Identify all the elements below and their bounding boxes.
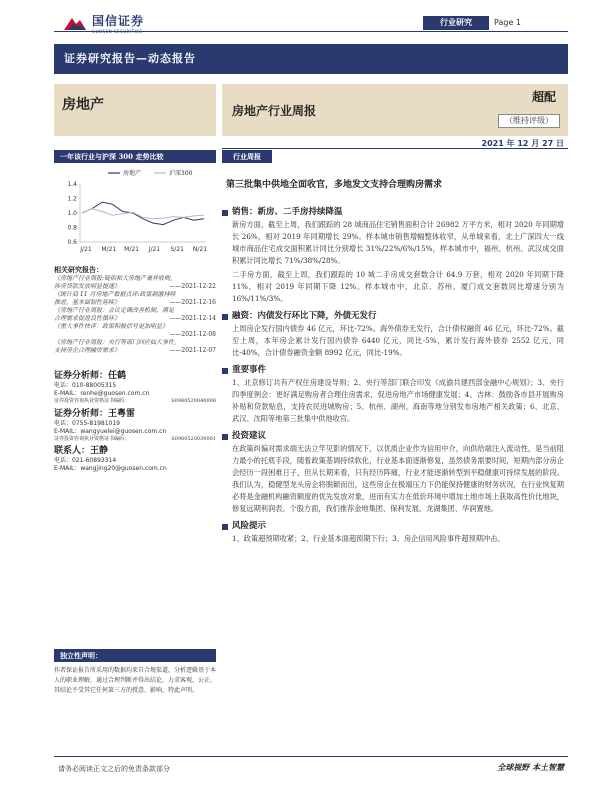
analyst-label: 证券分析师： xyxy=(54,409,109,419)
rating-note: （维持评级） xyxy=(498,114,560,128)
report-date: 2021 年 12 月 27 日 xyxy=(481,139,564,148)
x-tick-label: J/21 xyxy=(80,246,92,253)
related-report-item[interactable] xyxy=(54,331,216,339)
sector-panel xyxy=(54,84,216,136)
square-bullet-icon xyxy=(222,368,228,374)
footer-slogan: 全球视野 本土智慧 xyxy=(497,762,564,772)
disclaimer-heading: 独立性声明： xyxy=(54,649,216,662)
analyst-1 xyxy=(54,370,216,405)
y-tick-label: 0.8 xyxy=(67,224,77,232)
analyst-email[interactable]: E-MAIL：wangyuelei@guosen.com.cn xyxy=(54,428,167,435)
section-title xyxy=(222,520,568,533)
related-report-date: ——2021-12-16 xyxy=(169,299,216,306)
analyst-phone: 电话：0755-81981019 xyxy=(54,420,120,427)
section-paragraph: 在政策纠偏对需求端无法立竿见影的情况下，以优质企业作为信用中介，向供给端注入流动性，是当前阻力最小的托底手段，随着政策基调持续软化，行业基本面逐渐修复，虽然债务需要时间，短期内部分房企会经历一段困难日子，但从长期来看，只有经历阵痛，行业才能逐渐转型到平稳健康可持续发展的阶段。我们认为，稳健型龙头房企将脱颖而出，这些房企在极端压力下仍能保持健康的财务状况，在行业恢复期必将是金融机构融资额度的优先发放对象，进而有实力在低价环境中增加土地市场上获取高性价比地块，修复远期利润表。个股方面，我们推荐金地集团、保利发展、龙湖集团、华润置地。 xyxy=(232,444,564,513)
section-paragraph: 二手房方面，截至上周，我们跟踪的 10 城二手房成交套数合计 64.9 万套，相对 2020 年同期下降 11%，相对 2019 年同期下降 12%。样本城市中，北京、苏州、厦门成交套数同比增速分别为 16%/11%/3%。 xyxy=(232,270,564,303)
square-bullet-icon xyxy=(222,210,228,216)
contact-name: 王静 xyxy=(90,446,109,456)
related-report-title: 《房地产行业周报：会议定调改善机制，满足 xyxy=(54,307,175,314)
section-title-text: 销售：新房、二手房持续降温 xyxy=(232,207,343,217)
cert-label: 证券投资咨询执业资格证书编码： xyxy=(54,398,130,404)
section-title xyxy=(222,364,568,377)
rating: 超配 xyxy=(531,90,556,104)
square-bullet-icon xyxy=(222,314,228,320)
analyst-2 xyxy=(54,408,216,443)
trend-chart xyxy=(54,164,216,260)
related-report-item[interactable] xyxy=(54,299,216,307)
report-banner: 证券研究报告—动态报告 xyxy=(54,44,568,74)
x-tick-label: J/21 xyxy=(148,246,161,253)
section-title-text: 融资：内债发行环比下降，外债无发行 xyxy=(232,311,377,321)
headline: 第三批集中供地全面收官，多地发文支持合理购房需求 xyxy=(226,180,443,190)
section-paragraph: 1、北京修订共有产权住房建设导则；2、央行等部门联合印发《成渝共建西部金融中心规划》；3、央行四季度例会：更好满足购房者合理住房需求，促进房地产市场健康发展；4、吉林：鼓励各市县开展购房补贴和贷款贴息，支持农民进城购房；5、杭州、湖州、海南等地分别发布房地产相关政策；6、北京、武汉、沈阳等地第三批集中供地收官。 xyxy=(232,378,564,423)
related-report-date: ——2021-12-14 xyxy=(169,315,216,322)
section-paragraph: 上周房企发行国内债券 46 亿元，环比-72%。海外债券无发行，合计债权融资 46 亿元，环比-72%。截至上周，本年房企累计发行国内债券 6440 亿元，同比-5%，累计发行海外债券 2552 亿元，同比-40%，合计债券融资金额 8992 亿元，同比-19%。 xyxy=(232,324,564,357)
section-title xyxy=(222,430,568,443)
section-title-text: 重要事件 xyxy=(232,365,267,375)
analyst-name: 任鹤 xyxy=(108,371,127,381)
y-tick-label: 1.2 xyxy=(67,195,77,203)
related-reports xyxy=(54,266,216,355)
contact-person xyxy=(54,446,216,473)
related-report-item[interactable] xyxy=(54,283,216,291)
header-divider xyxy=(54,31,568,32)
related-report-item[interactable] xyxy=(54,307,216,315)
related-report-title xyxy=(54,331,167,339)
cert-number: S0980520030001 xyxy=(171,436,216,442)
contact-phone: 电话：021-60893314 xyxy=(54,457,117,464)
section-title xyxy=(222,310,568,323)
related-report-title: 《房地产行业周报：央行等部门回应仙大事件, xyxy=(54,339,176,346)
main-content xyxy=(222,206,568,550)
x-tick-label: N/21 xyxy=(192,246,208,253)
related-report-item[interactable] xyxy=(54,347,216,355)
related-report-title: 推进，基本面韧性延续》 xyxy=(54,299,121,306)
x-tick-label: M/21 xyxy=(101,246,117,253)
title-panel xyxy=(222,84,568,136)
page-number: Page 1 xyxy=(494,18,521,27)
footer-disclaimer: 请务必阅读正文之后的免责条款部分 xyxy=(58,765,170,773)
date-bar xyxy=(222,138,568,149)
related-report-item[interactable] xyxy=(54,339,216,347)
square-bullet-icon xyxy=(222,524,228,530)
related-report-date: ——2021-12-07 xyxy=(169,347,216,354)
square-bullet-icon xyxy=(222,434,228,440)
y-tick-label: 1.4 xyxy=(67,181,77,188)
section-title xyxy=(222,206,568,219)
related-report-title: 涉房贷款发放明显提速》 xyxy=(54,283,121,290)
sector-name: 房地产 xyxy=(62,97,104,113)
related-report-title: 《重大事件快评：政策积极信号更加明显》 xyxy=(54,323,169,330)
related-report-title: 《房地产行业周报:疑似和大房地产兼并收购, xyxy=(54,275,172,282)
x-tick-label: M/21 xyxy=(124,246,140,253)
related-report-date: ——2021-12-08 xyxy=(169,331,216,338)
contact-email[interactable]: E-MAIL：wangjing20@guosen.com.cn xyxy=(54,465,167,472)
related-report-item[interactable] xyxy=(54,323,216,331)
trend-chart-svg xyxy=(54,164,216,260)
related-report-item[interactable] xyxy=(54,275,216,283)
contact-label: 联系人： xyxy=(54,446,91,456)
footer-divider xyxy=(54,756,568,757)
related-report-item[interactable] xyxy=(54,315,216,323)
section-paragraph: 1、政策超预期收紧；2、行业基本面超预期下行；3、房企信用风险事件超预期冲击。 xyxy=(232,534,505,543)
section-title-text: 投资建议 xyxy=(232,431,267,441)
guosen-logo-icon xyxy=(62,14,88,32)
y-tick-label: 1.0 xyxy=(67,210,77,217)
analyst-email[interactable]: E-MAIL：renhe@guosen.com.cn xyxy=(54,390,150,397)
analyst-label: 证券分析师： xyxy=(54,371,109,381)
related-report-title: 合理需求促进良性循环》 xyxy=(54,315,121,322)
logo-name: 国信证券 xyxy=(92,14,145,28)
related-report-item[interactable] xyxy=(54,291,216,299)
cert-number: S0980520040006 xyxy=(171,398,216,404)
related-reports-title: 相关研究报告： xyxy=(54,265,103,274)
report-type-tag: 行业研究 xyxy=(423,16,489,30)
analyst-phone: 电话：010-88005315 xyxy=(54,382,117,389)
related-report-title: 《统计局 11 月房地产数据点评:政策刺激持续 xyxy=(54,291,176,298)
section-paragraph: 新房方面，截至上周，我们跟踪的 28 城商品住宅销售面积合计 26982 万平方米，相对 2020 年同期增长 26%，相对 2019 年同期增长 29%。样本城市销售增幅整体收窄，从单城来看，北上广深四大一线城市商品住宅成交面积累计同比分别增长 31%/22%/6%/15%，样本城市中，福州、杭州、武汉成交面积累计同比增长 71%/38%/28%。 xyxy=(232,220,564,265)
chart-heading: 一年该行业与沪深 300 走势比较 xyxy=(54,150,216,163)
legend-label: 房地产 xyxy=(123,170,142,177)
legend-label: 沪深300 xyxy=(169,170,193,177)
related-report-date: ——2021-12-22 xyxy=(169,283,216,290)
analyst-name: 王粤雷 xyxy=(108,409,136,419)
series-line-1 xyxy=(82,202,204,225)
cert-label: 证券投资咨询执业资格证书编码： xyxy=(54,436,130,442)
related-report-title: 支持房企合理融资需求》 xyxy=(54,347,121,354)
report-title: 房地产行业周报 xyxy=(232,104,317,118)
y-tick-label: 0.6 xyxy=(67,239,77,246)
section-title-text: 风险提示 xyxy=(232,521,267,531)
section-heading: 行业周报 xyxy=(222,150,272,163)
disclaimer-text: 作者保证报告所采用的数据均来自合规渠道，分析逻辑基于本人的职业理解，通过合理判断并得出结论，力求客观、公正，其结论不受其它任何第三方的授意、影响，特此声明。 xyxy=(54,667,217,694)
series-line-2 xyxy=(82,209,204,219)
x-tick-label: S/21 xyxy=(170,246,184,253)
